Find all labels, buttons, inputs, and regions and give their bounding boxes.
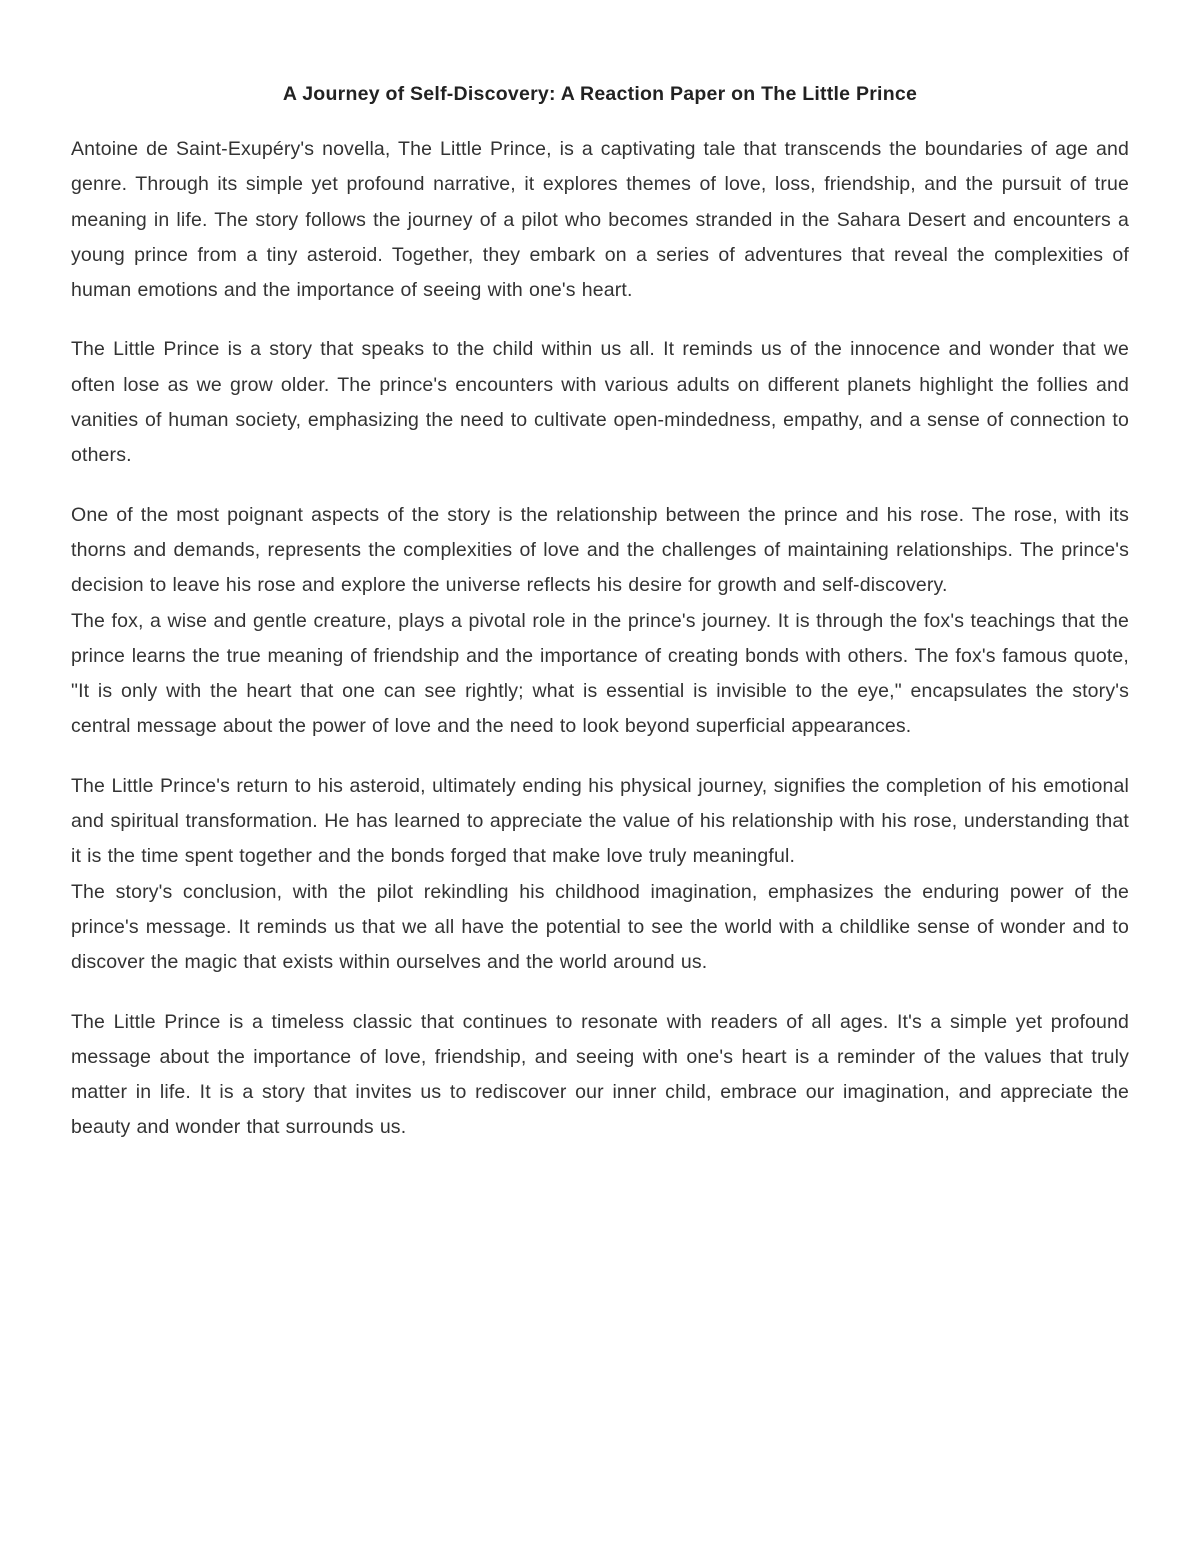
paragraph-final: The Little Prince is a timeless classic that continues to resonate with readers of all ages. It's a simple yet profound message about the importance of love, friendship, and seeing with one's heart is a reminder of the values that truly matter in life. It is a story that invites us to rediscover our inner child, embrace our imagination, and appreciate the beauty and wonder that surrounds us. bbox=[71, 1010, 1129, 1139]
paragraph-child-within: The Little Prince is a story that speaks to the child within us all. It reminds us of the innocence and wonder that we often lose as we grow older. The prince's encounters with various adults on different planets highlight the follies and vanities of human society, emphasizing the need to cultivate open-mindedness, empathy, and a sense of connection to others. bbox=[71, 338, 1129, 467]
paragraph-fox: The fox, a wise and gentle creature, plays a pivotal role in the prince's journey. It is through the fox's teachings that the prince learns the true meaning of friendship and the importance of creating bonds with others. The fox's famous quote, "It is only with the heart that one can see rightly; what is essential is invisible to the eye," encapsulates the story's central message about the power of love and the need to look beyond superficial appearances. bbox=[71, 609, 1129, 738]
paragraph-introduction: Antoine de Saint-Exupéry's novella, The Little Prince, is a captivating tale that transcends the boundaries of age and genre. Through its simple yet profound narrative, it explores themes of love, loss, friendship, and the pursuit of true meaning in life. The story follows the journey of a pilot who becomes stranded in the Sahara Desert and encounters a young prince from a tiny asteroid. Together, they embark on a series of adventures that reveal the complexities of human emotions and the importance of seeing with one's heart. bbox=[71, 138, 1129, 302]
paragraph-conclusion: The story's conclusion, with the pilot rekindling his childhood imagination, emphasizes the enduring power of the prince's message. It reminds us that we all have the potential to see the world with a childlike sense of wonder and to discover the magic that exists within ourselves and the world around us. bbox=[71, 880, 1129, 974]
paragraph-rose: One of the most poignant aspects of the story is the relationship between the prince and his rose. The rose, with its thorns and demands, represents the complexities of love and the challenges of maintaining relationships. The prince's decision to leave his rose and explore the universe reflects his desire for growth and self-discovery. bbox=[71, 503, 1129, 597]
document-title: A Journey of Self-Discovery: A Reaction Paper on The Little Prince bbox=[282, 83, 918, 105]
paragraph-return-asteroid: The Little Prince's return to his asteroid, ultimately ending his physical journey, signifies the completion of his emotional and spiritual transformation. He has learned to appreciate the value of his relationship with his rose, understanding that it is the time spent together and the bonds forged that make love truly meaningful. bbox=[71, 774, 1129, 868]
